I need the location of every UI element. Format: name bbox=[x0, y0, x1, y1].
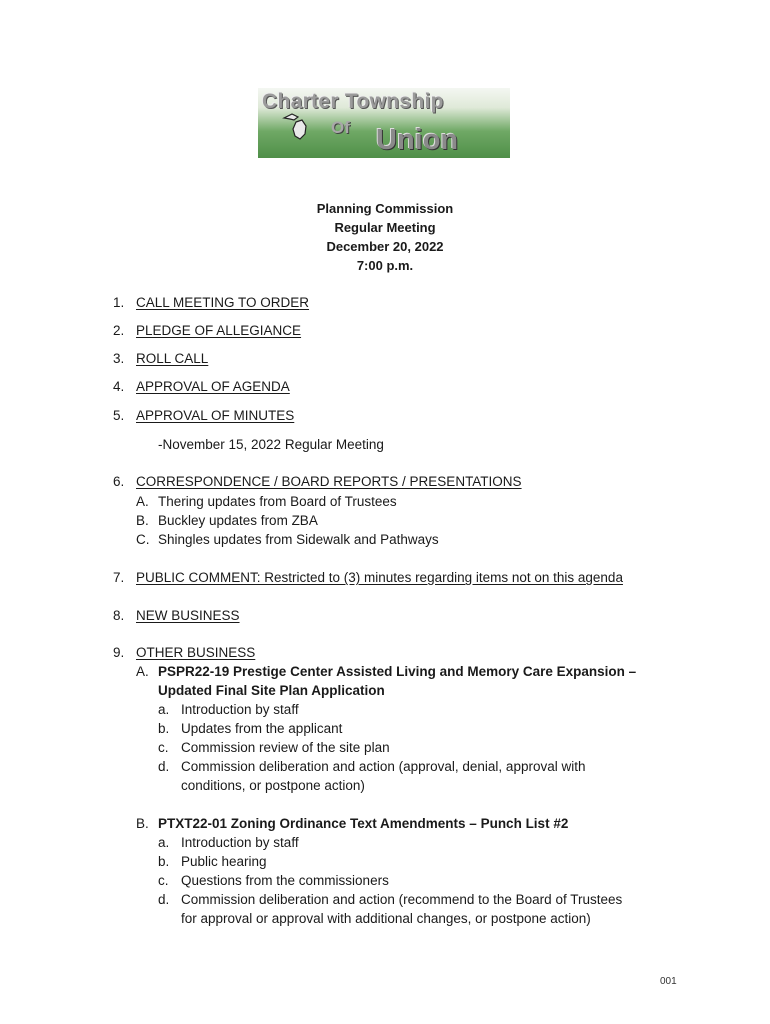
item-9b-letter: B. bbox=[136, 816, 149, 831]
item-8-number: 8. bbox=[113, 608, 125, 623]
item-9b-b-text: Public hearing bbox=[181, 854, 267, 869]
item-6-number: 6. bbox=[113, 474, 125, 489]
item-9a-a-text: Introduction by staff bbox=[181, 702, 299, 717]
logo-line-2: Of bbox=[331, 118, 350, 137]
logo-line-3: Union bbox=[376, 124, 459, 156]
item-9a-b-letter: b. bbox=[158, 721, 170, 736]
item-5-sub: -November 15, 2022 Regular Meeting bbox=[158, 437, 384, 452]
item-9a-c-text: Commission review of the site plan bbox=[181, 740, 390, 755]
meeting-header bbox=[0, 199, 770, 275]
township-logo bbox=[258, 88, 510, 158]
item-9a-title-line-2: Updated Final Site Plan Application bbox=[158, 683, 385, 698]
item-4-title: APPROVAL OF AGENDA bbox=[136, 379, 290, 394]
item-9a-title-line-1: PSPR22-19 Prestige Center Assisted Living and Memory Care Expansion – bbox=[158, 664, 637, 679]
item-1-number: 1. bbox=[113, 295, 125, 310]
item-9b-title: PTXT22-01 Zoning Ordinance Text Amendments – Punch List #2 bbox=[158, 816, 569, 831]
item-9b-d-text-line-2: for approval or approval with additional changes, or postpone action) bbox=[181, 911, 591, 926]
item-2-number: 2. bbox=[113, 323, 125, 338]
item-5-title: APPROVAL OF MINUTES bbox=[136, 408, 295, 423]
item-6c-text: Shingles updates from Sidewalk and Pathways bbox=[158, 532, 439, 547]
item-9a-letter: A. bbox=[136, 664, 149, 679]
item-9a-d-letter: d. bbox=[158, 759, 170, 774]
item-9a-d-text-line-1: Commission deliberation and action (approval, denial, approval with bbox=[181, 759, 586, 774]
michigan-map-icon bbox=[280, 112, 314, 142]
item-9b-c-letter: c. bbox=[158, 873, 169, 888]
item-9-number: 9. bbox=[113, 645, 125, 660]
item-6c-letter: C. bbox=[136, 532, 150, 547]
item-1-title: CALL MEETING TO ORDER bbox=[136, 295, 310, 310]
item-3-title: ROLL CALL bbox=[136, 351, 209, 366]
item-9a-a-letter: a. bbox=[158, 702, 170, 717]
item-3-number: 3. bbox=[113, 351, 125, 366]
item-9a-c-letter: c. bbox=[158, 740, 169, 755]
item-9b-c-text: Questions from the commissioners bbox=[181, 873, 389, 888]
item-6-title: CORRESPONDENCE / BOARD REPORTS / PRESENTATIONS bbox=[136, 474, 522, 489]
item-6b-text: Buckley updates from ZBA bbox=[158, 513, 318, 528]
item-2-title: PLEDGE OF ALLEGIANCE bbox=[136, 323, 302, 338]
item-9b-a-letter: a. bbox=[158, 835, 170, 850]
item-9b-b-letter: b. bbox=[158, 854, 170, 869]
item-9-title: OTHER BUSINESS bbox=[136, 645, 256, 660]
item-8-title: NEW BUSINESS bbox=[136, 608, 240, 623]
item-7-title: PUBLIC COMMENT: Restricted to (3) minutes regarding items not on this agenda bbox=[136, 570, 623, 585]
logo-line-1: Charter Township bbox=[262, 90, 444, 113]
item-9b-d-letter: d. bbox=[158, 892, 170, 907]
header-commission: Planning Commission bbox=[316, 201, 454, 216]
item-9b-a-text: Introduction by staff bbox=[181, 835, 299, 850]
item-9b-d-text-line-1: Commission deliberation and action (recommend to the Board of Trustees bbox=[181, 892, 623, 907]
item-6a-text: Thering updates from Board of Trustees bbox=[158, 494, 397, 509]
item-9a-b-text: Updates from the applicant bbox=[181, 721, 343, 736]
item-6a-letter: A. bbox=[136, 494, 149, 509]
header-meeting-type: Regular Meeting bbox=[334, 220, 436, 235]
item-5-number: 5. bbox=[113, 408, 125, 423]
page-number: 001 bbox=[660, 976, 677, 987]
item-4-number: 4. bbox=[113, 379, 125, 394]
header-date: December 20, 2022 bbox=[326, 239, 444, 254]
item-9a-d-text-line-2: conditions, or postpone action) bbox=[181, 778, 365, 793]
header-time: 7:00 p.m. bbox=[356, 258, 414, 273]
item-6b-letter: B. bbox=[136, 513, 149, 528]
item-7-number: 7. bbox=[113, 570, 125, 585]
